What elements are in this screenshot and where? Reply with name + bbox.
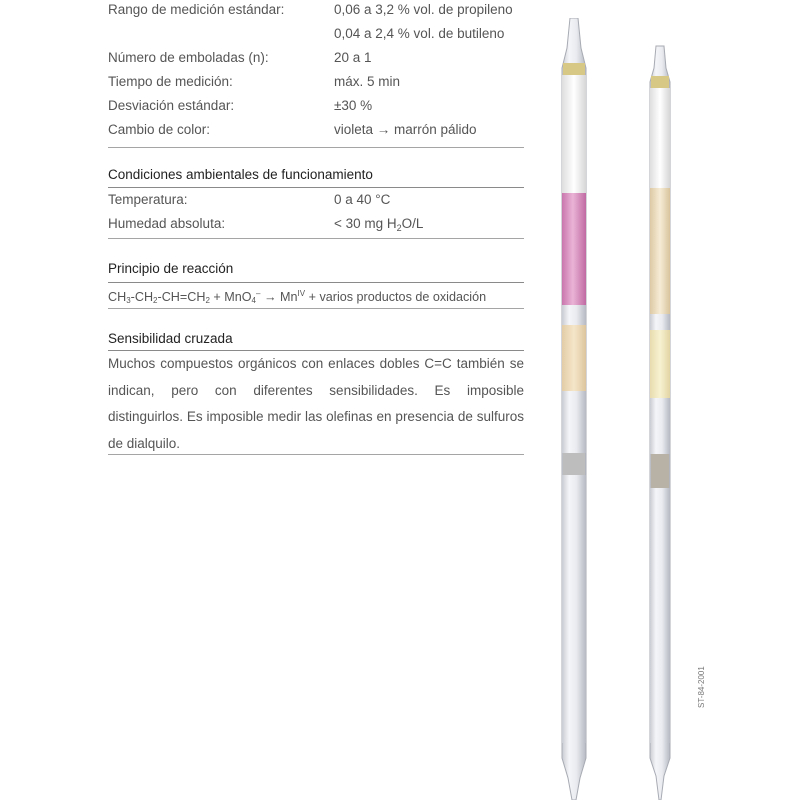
spec-row	[108, 188, 524, 212]
spec-label: Rango de medición estándar:	[108, 2, 285, 17]
formula-part: + varios productos de oxidación	[305, 290, 487, 304]
tube-right	[650, 46, 670, 800]
spec-row	[108, 118, 524, 142]
humidity-prefix: < 30 mg H	[334, 216, 397, 231]
spec-value: 0,06 a 3,2 % vol. de propileno	[334, 2, 513, 17]
formula-part: -CH=CH	[157, 290, 206, 304]
spec-row	[108, 22, 524, 46]
formula-part: → Mn	[260, 290, 298, 304]
formula-sup: –	[256, 289, 261, 298]
section-title-ambient: Condiciones ambientales de funcionamiento	[108, 167, 373, 182]
spec-row	[108, 94, 524, 118]
divider	[108, 454, 524, 455]
spec-label: Tiempo de medición:	[108, 74, 233, 89]
spec-value: máx. 5 min	[334, 74, 401, 89]
formula-part: -CH	[130, 290, 154, 304]
spec-row	[108, 0, 524, 22]
humidity-label: Humedad absoluta:	[108, 216, 226, 231]
temperature-label: Temperatura:	[108, 192, 188, 207]
divider	[108, 308, 524, 309]
spec-row	[108, 70, 524, 94]
tube-left	[562, 18, 586, 800]
reaction-formula	[108, 284, 486, 311]
spec-label: Desviación estándar:	[108, 98, 235, 113]
humidity-value	[334, 212, 423, 240]
divider	[108, 147, 524, 148]
humidity-suffix: O/L	[401, 216, 424, 231]
formula-part: + MnO	[209, 290, 252, 304]
formula-part: CH	[108, 290, 127, 304]
spec-row	[108, 212, 524, 236]
spec-label: Número de emboladas (n):	[108, 50, 269, 65]
image-code: ST-84-2001	[697, 666, 706, 708]
section-title-cross: Sensibilidad cruzada	[108, 331, 233, 346]
cross-sensitivity-text: Muchos compuestos orgánicos con enlaces dobles C=C también se indican, pero con diferentes sensibilidades. Es imposible distinguirlos. Es imposible medir las olefinas en presencia de sulfuros de dialquilo.	[108, 356, 524, 451]
section-title-reaction: Principio de reacción	[108, 261, 234, 276]
divider	[108, 282, 524, 283]
spec-value: 20 a 1	[334, 50, 372, 65]
spec-value: 0,04 a 2,4 % vol. de butileno	[334, 26, 505, 41]
formula-sub: 3	[126, 296, 131, 305]
formula-sup: IV	[297, 289, 306, 298]
spec-label: Cambio de color:	[108, 122, 211, 137]
detector-tubes-photo	[540, 18, 710, 800]
formula-sub: 4	[251, 296, 256, 305]
temperature-value: 0 a 40 °C	[334, 192, 391, 207]
divider	[108, 238, 524, 239]
spec-row	[108, 46, 524, 70]
tubes-illustration	[540, 18, 710, 800]
humidity-sub: 2	[396, 223, 402, 233]
spec-value: violeta → marrón pálido	[334, 122, 477, 137]
formula-sub: 2	[153, 296, 158, 305]
spec-value: ±30 %	[334, 98, 373, 113]
formula-sub: 2	[205, 296, 210, 305]
